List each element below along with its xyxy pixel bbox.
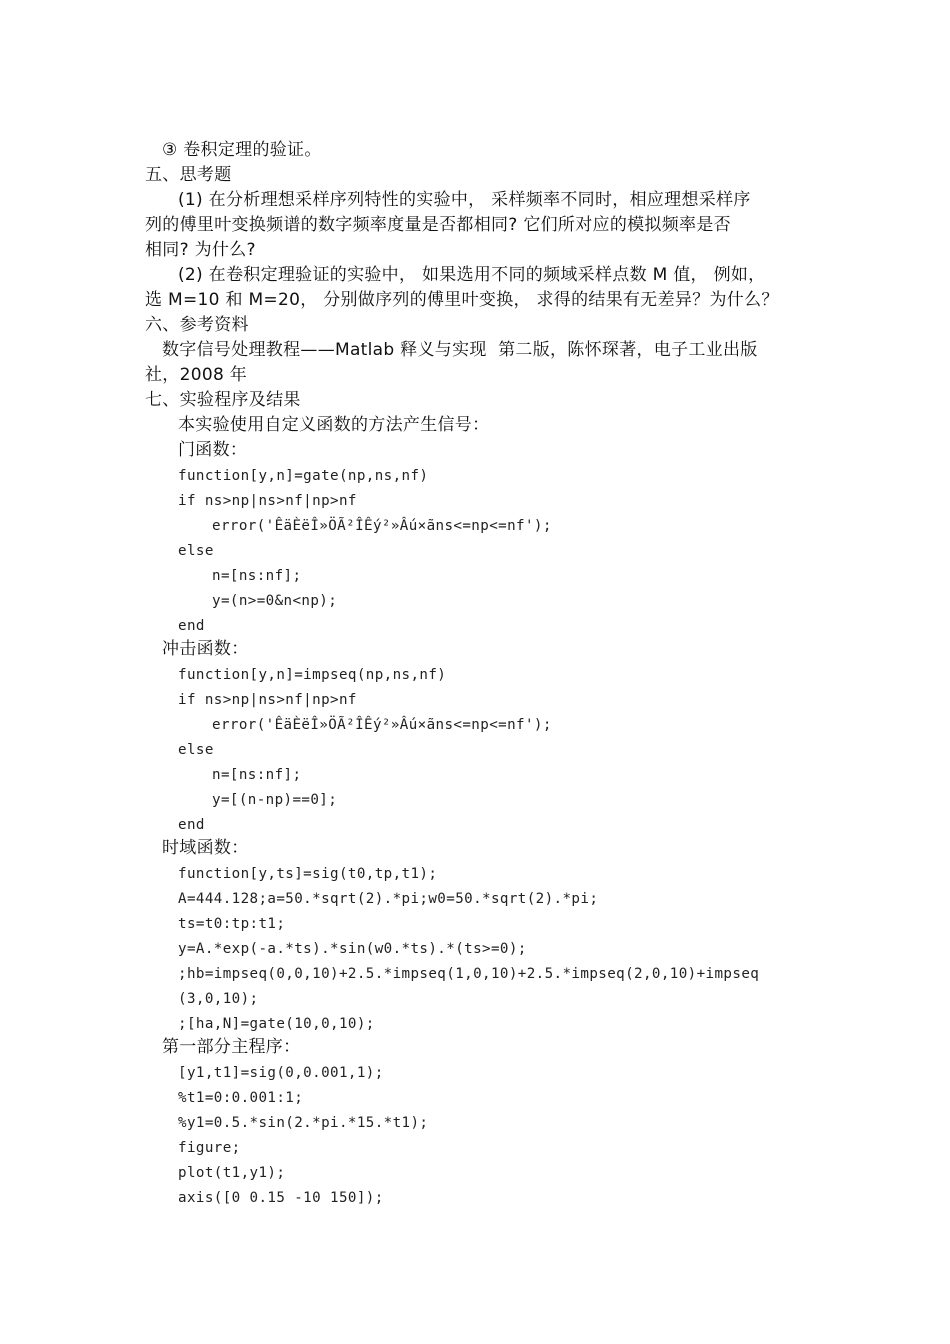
- code-line: if ns>np|ns>nf|np>nf: [178, 692, 357, 708]
- text-line: (1) 在分析理想采样序列特性的实验中， 采样频率不同时，相应理想采样序: [178, 190, 751, 210]
- code-line: n=[ns:nf];: [212, 767, 302, 783]
- section-heading: 六、参考资料: [145, 315, 249, 335]
- code-line: ;hb=impseq(0,0,10)+2.5.*impseq(1,0,10)+2.5.*impseq(2,0,10)+impseq: [178, 966, 760, 982]
- code-line: A=444.128;a=50.*sqrt(2).*pi;w0=50.*sqrt(2).*pi;: [178, 891, 599, 907]
- code-line: %t1=0:0.001:1;: [178, 1090, 304, 1106]
- code-line: y=(n>=0&n<np);: [212, 593, 338, 609]
- code-line: if ns>np|ns>nf|np>nf: [178, 493, 357, 509]
- code-line: axis([0 0.15 -10 150]);: [178, 1190, 384, 1206]
- code-line: n=[ns:nf];: [212, 568, 302, 584]
- subheading: 门函数：: [178, 440, 248, 460]
- code-line: error('ÊäÈëÎ»ÖÃ²ÎÊý²»Âú×ãns<=np<=nf');: [212, 717, 552, 733]
- code-line: %y1=0.5.*sin(2.*pi.*15.*t1);: [178, 1115, 429, 1131]
- text-line: 选 M=10 和 M=20， 分别做序列的傅里叶变换， 求得的结果有无差异？为什么？: [145, 290, 779, 310]
- code-line: error('ÊäÈëÎ»ÖÃ²ÎÊý²»Âú×ãns<=np<=nf');: [212, 518, 552, 534]
- section-heading: 七、实验程序及结果: [145, 390, 301, 410]
- code-line: (3,0,10);: [178, 991, 259, 1007]
- code-line: y=A.*exp(-a.*ts).*sin(w0.*ts).*(ts>=0);: [178, 941, 527, 957]
- text-line: 相同? 为什么?: [145, 240, 256, 260]
- code-line: y=[(n-np)==0];: [212, 792, 338, 808]
- subheading: 时域函数：: [162, 838, 249, 858]
- code-line: else: [178, 742, 214, 758]
- section-heading: 五、思考题: [145, 165, 232, 185]
- code-line: else: [178, 543, 214, 559]
- text-line: (2) 在卷积定理验证的实验中， 如果选用不同的频域采样点数 M 值， 例如，: [178, 265, 766, 285]
- text-line: 本实验使用自定义函数的方法产生信号：: [178, 415, 490, 435]
- code-line: end: [178, 817, 205, 833]
- text-line: ③ 卷积定理的验证。: [162, 140, 322, 160]
- code-line: figure;: [178, 1140, 241, 1156]
- code-line: [y1,t1]=sig(0,0.001,1);: [178, 1065, 384, 1081]
- code-line: plot(t1,y1);: [178, 1165, 286, 1181]
- text-line: 数字信号处理教程——Matlab 释义与实现 第二版，陈怀琛著，电子工业出版: [162, 340, 758, 360]
- code-line: ts=t0:tp:t1;: [178, 916, 286, 932]
- code-line: function[y,ts]=sig(t0,tp,t1);: [178, 866, 438, 882]
- code-line: function[y,n]=gate(np,ns,nf): [178, 468, 429, 484]
- code-line: end: [178, 618, 205, 634]
- subheading: 第一部分主程序：: [162, 1037, 301, 1057]
- code-line: ;[ha,N]=gate(10,0,10);: [178, 1016, 375, 1032]
- text-line: 社，2008 年: [145, 365, 248, 385]
- subheading: 冲击函数：: [162, 639, 249, 659]
- code-line: function[y,n]=impseq(np,ns,nf): [178, 667, 447, 683]
- text-line: 列的傅里叶变换频谱的数字频率度量是否都相同? 它们所对应的模拟频率是否: [145, 215, 731, 235]
